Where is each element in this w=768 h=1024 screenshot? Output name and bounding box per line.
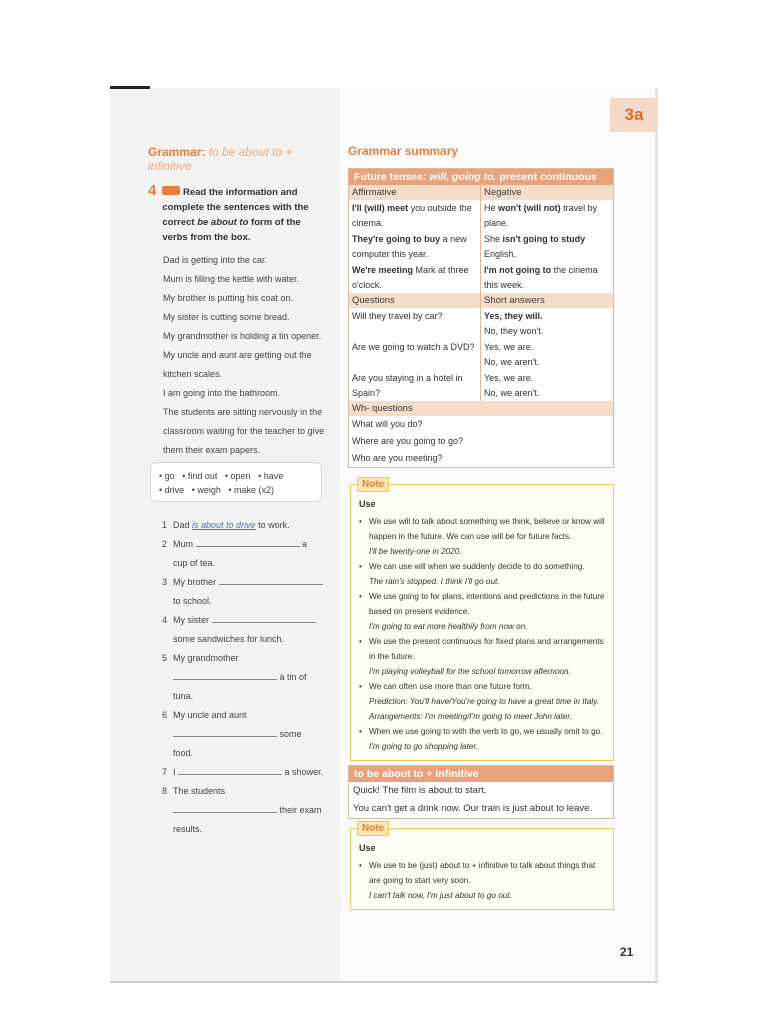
band-topic: will, going to, — [429, 171, 497, 183]
note-list — [359, 858, 605, 903]
table-row — [349, 339, 613, 370]
answer-blank[interactable] — [173, 669, 277, 680]
info-sentences — [163, 251, 326, 460]
note-bullet: • We use to be (just) about to + infinitive to talk about things that are going to start very soon. — [359, 858, 605, 888]
cell-text: travel by plane. — [484, 203, 598, 228]
note-example: The rain's stopped. I think I'll go out. — [369, 577, 500, 586]
exercise-header — [148, 183, 326, 245]
item-text: The students — [173, 786, 226, 796]
note-use-heading: Use — [359, 843, 376, 853]
info-sentence: The students are sitting nervously in the classroom waiting for the teacher to give them their exam papers. — [163, 407, 325, 455]
page-number: 21 — [620, 945, 634, 959]
note-use-heading: Use — [359, 499, 376, 509]
cell-text: He — [484, 203, 499, 213]
item-continuation: some sandwiches for lunch. — [173, 634, 285, 644]
item-number: 5 — [162, 653, 168, 663]
exercise-instruction — [162, 183, 326, 245]
about-to-example: You can't get a drink now. Our train is just about to leave. — [353, 803, 593, 814]
item-text: some — [279, 729, 302, 739]
item-continuation: results. — [173, 824, 203, 834]
table-row — [349, 370, 613, 401]
cell-text: the cinema this week. — [484, 265, 598, 290]
item-number: 3 — [162, 577, 168, 587]
word-option: • weigh — [191, 485, 221, 495]
exercise-item-6 — [162, 706, 327, 725]
item-continuation: tuna. — [173, 691, 194, 701]
grammar-title-prefix: Grammar: — [148, 145, 206, 159]
note-example: I'm playing volleyball for the school tomorrow afternoon. — [369, 667, 571, 676]
item-number: 6 — [162, 710, 168, 720]
note-example: Prediction: You'll have/You're going to have a great time in Italy. — [369, 697, 599, 706]
grammar-title — [148, 145, 326, 173]
item-text: My sister — [173, 615, 209, 625]
exercise-number: 4 — [148, 182, 157, 199]
item-number: 8 — [162, 786, 168, 796]
cell-emph: I'll (will) meet — [352, 203, 409, 213]
item-number: 1 — [162, 520, 168, 530]
cell-text: She — [484, 234, 503, 244]
info-sentence: Dad is getting into the car. — [163, 255, 268, 265]
band-suffix: present continuous — [499, 171, 597, 183]
word-option: • find out — [182, 471, 218, 481]
note-example: I'll be twenty-one in 2020. — [369, 547, 462, 556]
about-to-band: to be about to + infinitive — [349, 766, 613, 782]
cell-emph: won't (will not) — [498, 203, 561, 213]
exercise-item-5 — [162, 649, 327, 668]
audio-icon — [162, 186, 180, 195]
note-label: Note — [357, 821, 389, 836]
item-text: a — [302, 539, 308, 549]
exercise-item-1 — [162, 516, 327, 535]
item-6-line — [162, 725, 327, 744]
answer-cell: No, we aren't. — [484, 356, 540, 367]
note-box-future — [350, 479, 614, 761]
item-text: My brother — [173, 577, 217, 587]
wh-questions-header: Wh- questions — [352, 403, 413, 414]
item-text: a shower. — [284, 767, 324, 777]
example-answer: is about to drive — [192, 520, 256, 530]
info-sentence: My uncle and aunt are getting out the kitchen scales. — [163, 350, 312, 379]
instruction-part2: form of the verbs from the box. — [162, 217, 301, 243]
item-text: I — [173, 767, 176, 777]
instruction-emph: be about to — [197, 217, 249, 228]
table-subheader — [349, 293, 613, 308]
short-answers-header: Short answers — [484, 295, 545, 306]
note-box-about-to — [350, 823, 614, 910]
word-option: • have — [258, 471, 284, 481]
exercise-item-7 — [162, 763, 327, 782]
question-cell: Will they travel by car? — [349, 308, 481, 339]
note-list — [359, 514, 605, 754]
about-to-example: Quick! The film is about to start. — [353, 785, 487, 796]
cell-text: you outside the cinema. — [352, 203, 472, 228]
info-sentence: My brother is putting his coat on. — [163, 293, 294, 303]
unit-label: 3a — [624, 105, 644, 124]
note-example: Arrangements: I'm meeting/I'm going to meet John later. — [369, 712, 573, 721]
table-row — [349, 200, 613, 231]
item-8-line — [162, 801, 327, 820]
note-example: I'm going to go shopping later. — [369, 742, 479, 751]
grammar-title-topic: to be about to + infinitive — [148, 145, 293, 173]
exercise-items — [162, 516, 327, 839]
item-text: to work. — [258, 520, 290, 530]
item-continuation: food. — [173, 748, 194, 758]
wh-question: What will you do? — [352, 419, 423, 429]
answer-blank[interactable] — [173, 726, 277, 737]
info-sentence: My sister is cutting some bread. — [163, 312, 290, 322]
cell-text: a new computer this year. — [352, 234, 467, 259]
word-option: • open — [224, 471, 251, 481]
note-bullet: • We can often use more than one future form. — [359, 679, 605, 694]
answer-blank[interactable] — [173, 802, 277, 813]
note-label: Note — [357, 477, 389, 492]
item-text: Dad — [173, 520, 190, 530]
item-number: 2 — [162, 539, 168, 549]
wh-question: Where are you going to go? — [352, 436, 464, 446]
note-bullet: • When we use going to with the verb to go, we usually omit to go. — [359, 724, 605, 739]
table-subheader — [349, 185, 613, 200]
answer-blank[interactable] — [212, 612, 316, 623]
cell-emph: isn't going to study — [502, 234, 586, 244]
word-option: • go — [159, 471, 175, 481]
info-sentence: I am going into the bathroom. — [163, 388, 281, 398]
table-row — [349, 308, 613, 339]
answer-cell: Yes, we are. — [484, 373, 534, 383]
cell-emph: They're going to buy — [352, 234, 441, 244]
item-text: their exam — [279, 805, 322, 815]
item-continuation: cup of tea. — [173, 558, 216, 568]
item-text: My uncle and aunt — [173, 710, 247, 720]
note-bullet: • We use will to talk about something we think, believe or know will happen in the future. We can use will be for future facts. — [359, 514, 605, 544]
note-bullet: • We can use will when we suddenly decide to do something. — [359, 559, 605, 574]
note-bullet: • We use the present continuous for fixed plans and arrangements in the future. — [359, 634, 605, 664]
cell-text: Mark at three o'clock. — [352, 265, 469, 290]
cell-emph: We're meeting — [352, 265, 413, 275]
future-tenses-band — [349, 169, 613, 185]
exercise-item-2 — [162, 535, 327, 554]
note-example: I can't talk now, I'm just about to go out. — [369, 891, 512, 900]
table-row — [349, 262, 613, 293]
exercise-item-3 — [162, 573, 327, 592]
answer-cell: Yes, we are. — [484, 342, 534, 352]
exercise-item-8 — [162, 782, 327, 801]
word-option: • drive — [159, 485, 185, 495]
answer-blank[interactable] — [196, 536, 300, 547]
answer-blank[interactable] — [178, 764, 282, 775]
instruction-part1: Read the information and complete the sentences with the correct — [162, 187, 309, 228]
wh-question: Who are you meeting? — [352, 453, 443, 463]
band-prefix: Future tenses: — [354, 171, 427, 183]
item-continuation: to school. — [173, 596, 212, 606]
exercise-item-4 — [162, 611, 327, 630]
negative-header: Negative — [484, 187, 522, 198]
answer-cell: No, we aren't. — [484, 387, 540, 398]
questions-header: Questions — [349, 293, 481, 308]
table-row — [349, 231, 613, 262]
question-cell: Are we going to watch a DVD? — [349, 339, 481, 370]
word-option: • make (x2) — [228, 485, 275, 495]
item-number: 7 — [162, 767, 168, 777]
item-text: My grandmother — [173, 653, 239, 663]
cell-emph: I'm not going to — [484, 265, 552, 275]
cell-text: English. — [484, 248, 517, 259]
left-column — [148, 145, 326, 460]
item-text: Mum — [173, 539, 193, 549]
page-right-edge — [655, 88, 658, 983]
info-sentence: Mum is filling the kettle with water. — [163, 274, 300, 284]
right-column — [348, 144, 614, 468]
note-example: I'm going to eat more healthily from now on. — [369, 622, 528, 631]
item-number: 4 — [162, 615, 168, 625]
affirmative-header: Affirmative — [349, 185, 481, 200]
item-5-line — [162, 668, 327, 687]
answer-cell: No, they won't. — [484, 325, 544, 336]
note-bullet: • We use going to for plans, intentions and predictions in the future based on present evidence. — [359, 589, 605, 619]
item-text: a tin of — [279, 672, 307, 682]
unit-tab — [610, 98, 658, 132]
page-bottom-edge — [110, 981, 658, 983]
about-to-box — [348, 765, 614, 819]
answer-blank[interactable] — [219, 574, 323, 585]
word-box — [150, 462, 322, 502]
table-subheader — [349, 401, 613, 416]
info-sentence: My grandmother is holding a tin opener. — [163, 331, 322, 341]
future-tenses-table — [348, 168, 614, 468]
page-corner-mark — [110, 86, 150, 89]
grammar-summary-title: Grammar summary — [348, 144, 459, 158]
answer-cell: Yes, they will. — [484, 311, 543, 321]
question-cell: Are you staying in a hotel in Spain? — [349, 370, 481, 401]
